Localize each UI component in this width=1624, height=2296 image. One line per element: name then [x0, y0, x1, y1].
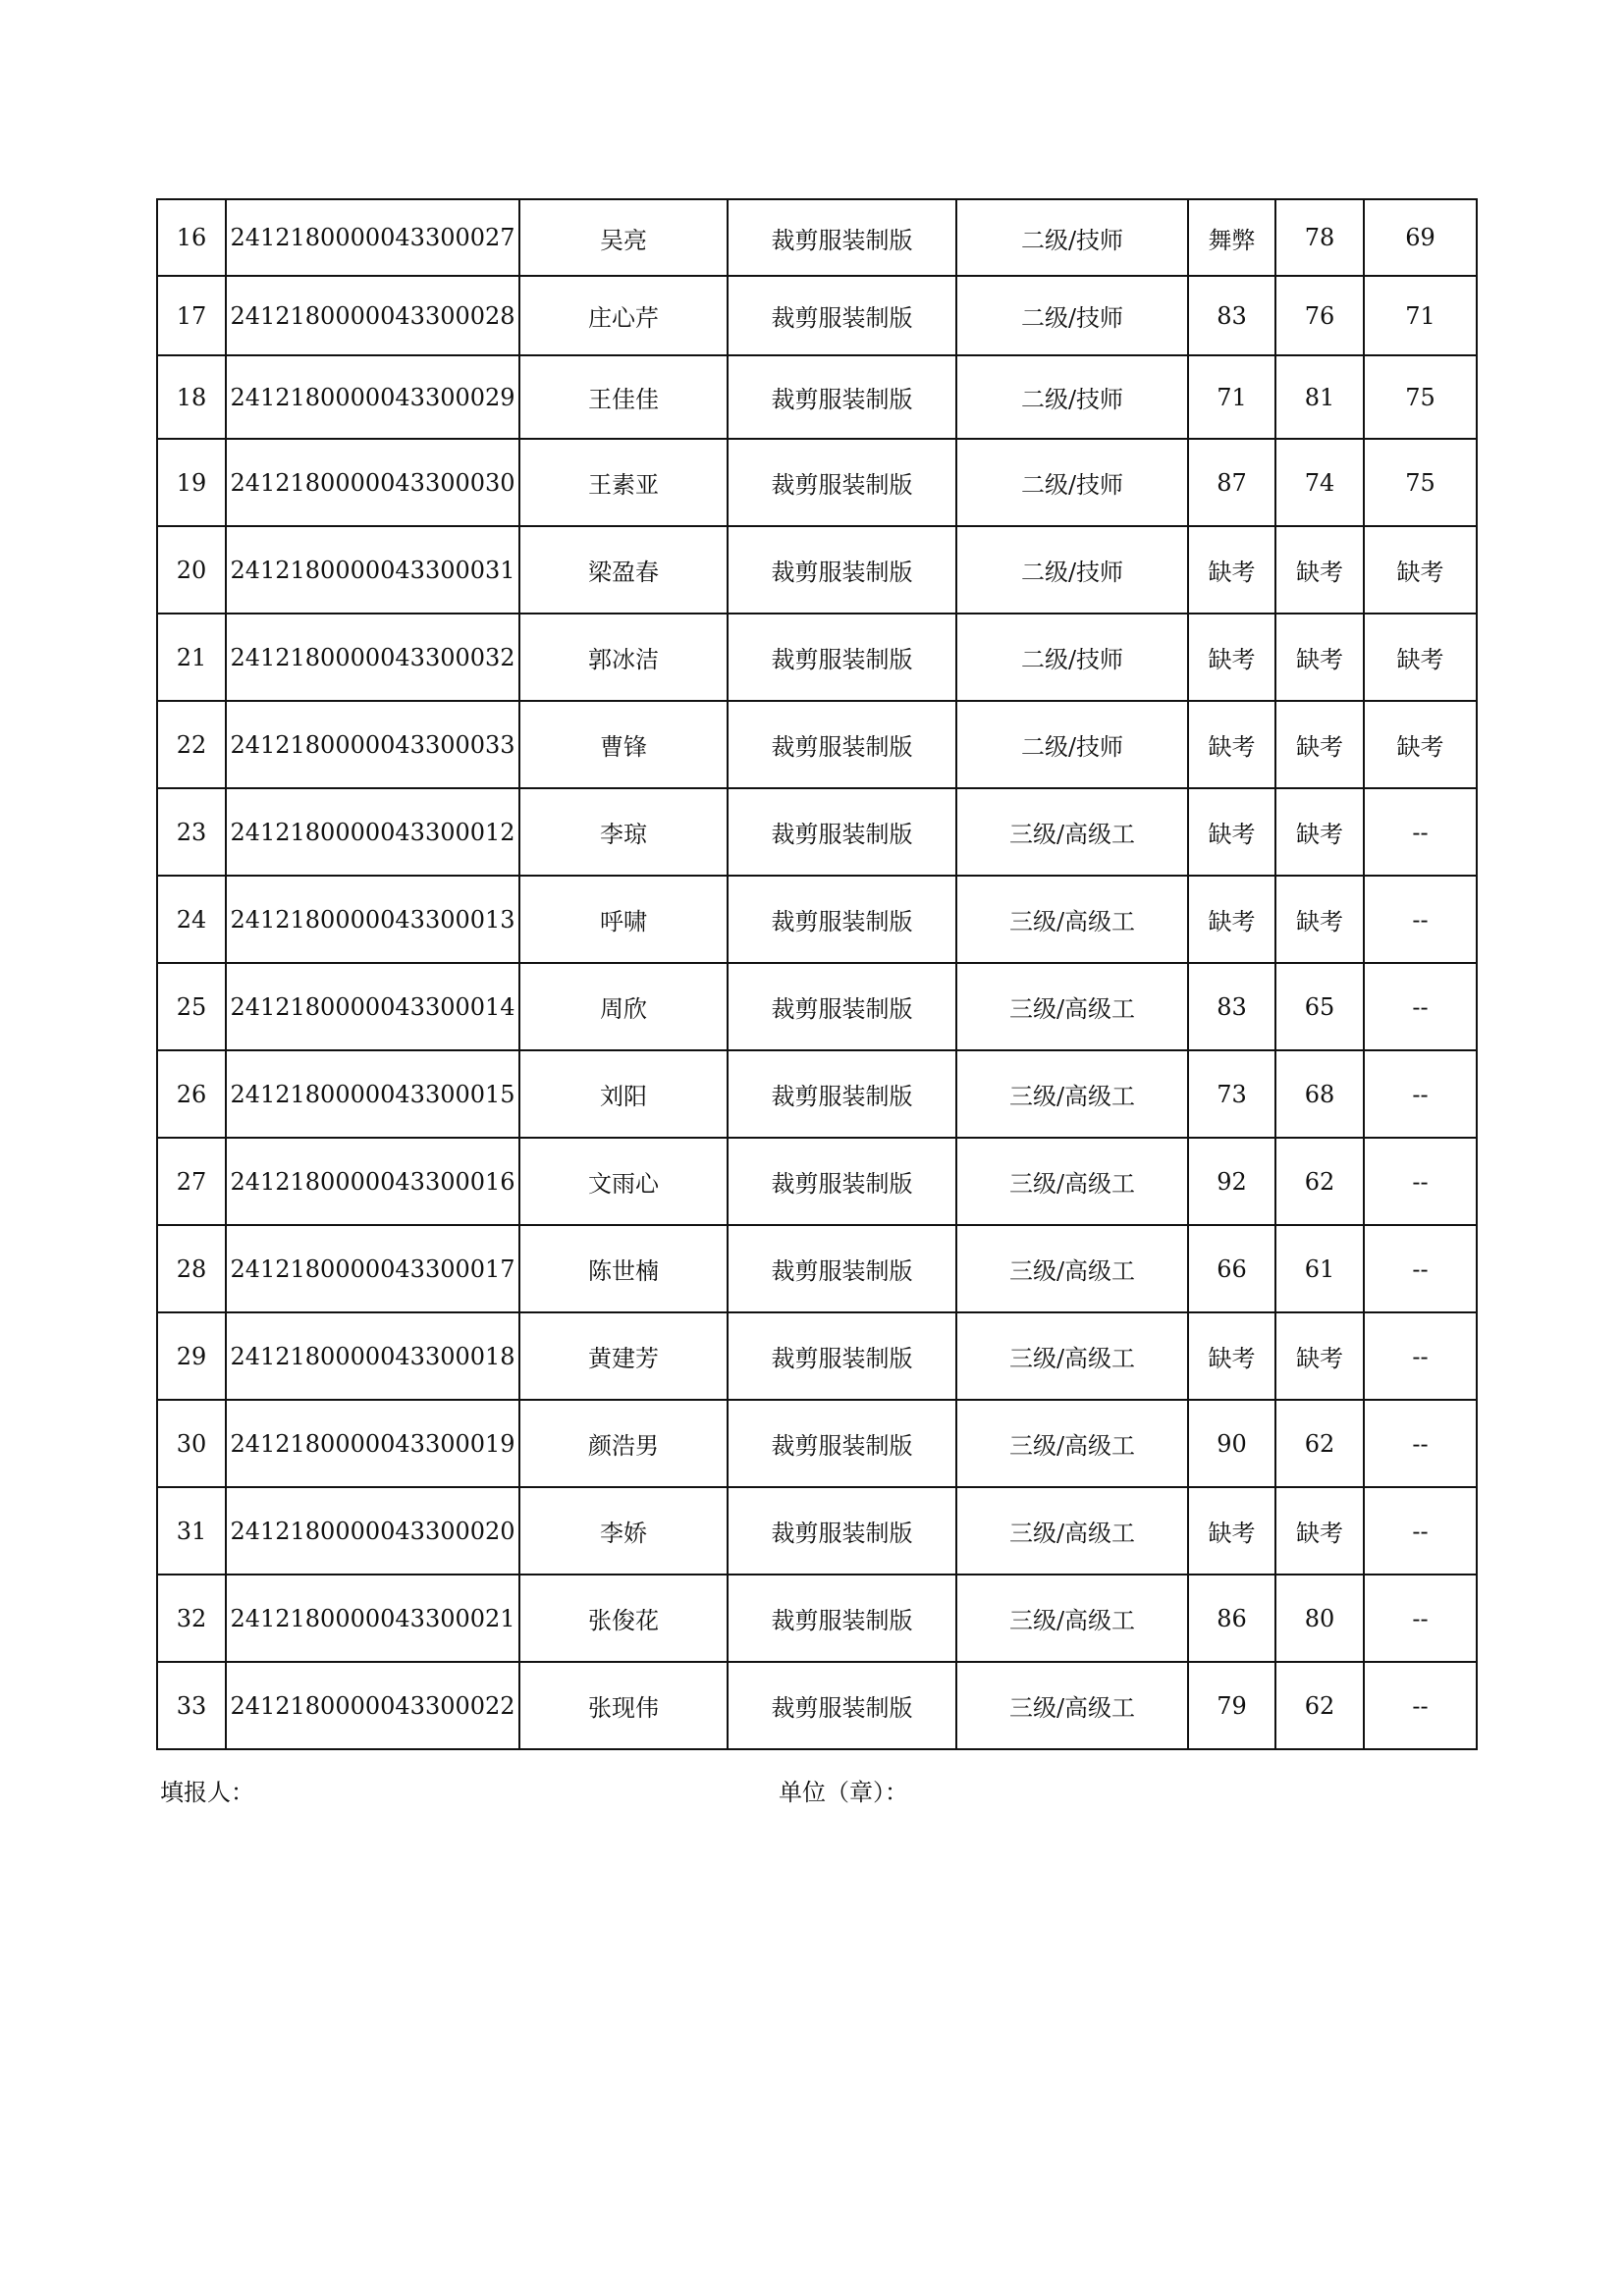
- cell-candidate-name: 吴亮: [519, 199, 728, 276]
- cell-certificate-number: 2412180000043300022: [226, 1662, 519, 1749]
- cell-score-theory: 71: [1188, 355, 1275, 439]
- cell-score-comprehensive: 缺考: [1364, 614, 1477, 701]
- cell-score-comprehensive: 缺考: [1364, 701, 1477, 788]
- cell-occupation: 裁剪服装制版: [728, 788, 956, 876]
- cell-occupation: 裁剪服装制版: [728, 1400, 956, 1487]
- cell-certificate-number: 2412180000043300015: [226, 1050, 519, 1138]
- cell-level: 二级/技师: [956, 355, 1188, 439]
- cell-score-comprehensive: --: [1364, 963, 1477, 1050]
- table-row: [157, 1575, 1477, 1662]
- cell-score-skill: 80: [1275, 1575, 1364, 1662]
- cell-score-comprehensive: --: [1364, 1225, 1477, 1312]
- table-row: [157, 355, 1477, 439]
- cell-certificate-number: 2412180000043300019: [226, 1400, 519, 1487]
- table-row: [157, 1400, 1477, 1487]
- cell-occupation: 裁剪服装制版: [728, 876, 956, 963]
- cell-score-skill: 缺考: [1275, 701, 1364, 788]
- cell-candidate-name: 曹锋: [519, 701, 728, 788]
- cell-score-skill: 缺考: [1275, 526, 1364, 614]
- cell-score-skill: 78: [1275, 199, 1364, 276]
- cell-level: 二级/技师: [956, 199, 1188, 276]
- cell-score-comprehensive: --: [1364, 1575, 1477, 1662]
- cell-occupation: 裁剪服装制版: [728, 276, 956, 355]
- cell-level: 二级/技师: [956, 526, 1188, 614]
- cell-certificate-number: 2412180000043300014: [226, 963, 519, 1050]
- cell-score-skill: 缺考: [1275, 614, 1364, 701]
- cell-occupation: 裁剪服装制版: [728, 1575, 956, 1662]
- cell-occupation: 裁剪服装制版: [728, 963, 956, 1050]
- cell-candidate-name: 李琼: [519, 788, 728, 876]
- cell-score-comprehensive: --: [1364, 1662, 1477, 1749]
- cell-candidate-name: 颜浩男: [519, 1400, 728, 1487]
- cell-score-comprehensive: --: [1364, 1312, 1477, 1400]
- cell-score-theory: 79: [1188, 1662, 1275, 1749]
- cell-occupation: 裁剪服装制版: [728, 1662, 956, 1749]
- cell-score-comprehensive: 缺考: [1364, 526, 1477, 614]
- table-row: [157, 1225, 1477, 1312]
- cell-certificate-number: 2412180000043300021: [226, 1575, 519, 1662]
- cell-level: 三级/高级工: [956, 876, 1188, 963]
- cell-score-comprehensive: --: [1364, 1487, 1477, 1575]
- cell-occupation: 裁剪服装制版: [728, 439, 956, 526]
- cell-score-comprehensive: 75: [1364, 439, 1477, 526]
- cell-occupation: 裁剪服装制版: [728, 614, 956, 701]
- cell-score-theory: 缺考: [1188, 701, 1275, 788]
- cell-row-number: 18: [157, 355, 226, 439]
- cell-score-skill: 74: [1275, 439, 1364, 526]
- cell-level: 三级/高级工: [956, 1662, 1188, 1749]
- table-row: [157, 1312, 1477, 1400]
- cell-score-comprehensive: --: [1364, 1400, 1477, 1487]
- cell-certificate-number: 2412180000043300031: [226, 526, 519, 614]
- cell-candidate-name: 王佳佳: [519, 355, 728, 439]
- cell-occupation: 裁剪服装制版: [728, 1050, 956, 1138]
- cell-occupation: 裁剪服装制版: [728, 701, 956, 788]
- cell-score-theory: 83: [1188, 276, 1275, 355]
- cell-level: 三级/高级工: [956, 1138, 1188, 1225]
- table-row: [157, 614, 1477, 701]
- cell-row-number: 29: [157, 1312, 226, 1400]
- cell-score-skill: 62: [1275, 1400, 1364, 1487]
- cell-occupation: 裁剪服装制版: [728, 355, 956, 439]
- cell-score-theory: 73: [1188, 1050, 1275, 1138]
- cell-score-theory: 83: [1188, 963, 1275, 1050]
- cell-certificate-number: 2412180000043300027: [226, 199, 519, 276]
- cell-score-theory: 66: [1188, 1225, 1275, 1312]
- table-row: [157, 788, 1477, 876]
- cell-certificate-number: 2412180000043300016: [226, 1138, 519, 1225]
- cell-level: 二级/技师: [956, 276, 1188, 355]
- cell-row-number: 26: [157, 1050, 226, 1138]
- table-row: [157, 199, 1477, 276]
- cell-certificate-number: 2412180000043300013: [226, 876, 519, 963]
- cell-score-skill: 缺考: [1275, 876, 1364, 963]
- cell-score-skill: 62: [1275, 1662, 1364, 1749]
- cell-level: 三级/高级工: [956, 1575, 1188, 1662]
- cell-row-number: 22: [157, 701, 226, 788]
- cell-occupation: 裁剪服装制版: [728, 1225, 956, 1312]
- cell-score-skill: 68: [1275, 1050, 1364, 1138]
- cell-candidate-name: 张俊花: [519, 1575, 728, 1662]
- cell-score-theory: 缺考: [1188, 614, 1275, 701]
- cell-row-number: 16: [157, 199, 226, 276]
- cell-certificate-number: 2412180000043300020: [226, 1487, 519, 1575]
- cell-candidate-name: 张现伟: [519, 1662, 728, 1749]
- cell-certificate-number: 2412180000043300017: [226, 1225, 519, 1312]
- cell-candidate-name: 王素亚: [519, 439, 728, 526]
- cell-score-skill: 缺考: [1275, 1312, 1364, 1400]
- table-row: [157, 963, 1477, 1050]
- table-row: [157, 1662, 1477, 1749]
- cell-score-theory: 舞弊: [1188, 199, 1275, 276]
- cell-score-skill: 76: [1275, 276, 1364, 355]
- cell-score-skill: 81: [1275, 355, 1364, 439]
- cell-level: 三级/高级工: [956, 788, 1188, 876]
- cell-score-comprehensive: 75: [1364, 355, 1477, 439]
- cell-certificate-number: 2412180000043300033: [226, 701, 519, 788]
- cell-score-theory: 缺考: [1188, 788, 1275, 876]
- cell-score-comprehensive: 69: [1364, 199, 1477, 276]
- cell-row-number: 27: [157, 1138, 226, 1225]
- cell-occupation: 裁剪服装制版: [728, 1138, 956, 1225]
- cell-score-skill: 62: [1275, 1138, 1364, 1225]
- cell-level: 三级/高级工: [956, 1050, 1188, 1138]
- table-row: [157, 526, 1477, 614]
- cell-candidate-name: 郭冰洁: [519, 614, 728, 701]
- cell-row-number: 25: [157, 963, 226, 1050]
- cell-row-number: 28: [157, 1225, 226, 1312]
- cell-row-number: 20: [157, 526, 226, 614]
- cell-row-number: 19: [157, 439, 226, 526]
- cell-row-number: 33: [157, 1662, 226, 1749]
- cell-candidate-name: 呼啸: [519, 876, 728, 963]
- cell-level: 二级/技师: [956, 701, 1188, 788]
- cell-score-skill: 缺考: [1275, 788, 1364, 876]
- cell-score-comprehensive: --: [1364, 876, 1477, 963]
- cell-certificate-number: 2412180000043300032: [226, 614, 519, 701]
- table-row: [157, 876, 1477, 963]
- cell-candidate-name: 梁盈春: [519, 526, 728, 614]
- cell-score-comprehensive: --: [1364, 788, 1477, 876]
- cell-row-number: 23: [157, 788, 226, 876]
- cell-level: 三级/高级工: [956, 1487, 1188, 1575]
- cell-candidate-name: 黄建芳: [519, 1312, 728, 1400]
- cell-level: 二级/技师: [956, 439, 1188, 526]
- table-row: [157, 1138, 1477, 1225]
- cell-certificate-number: 2412180000043300030: [226, 439, 519, 526]
- cell-candidate-name: 陈世楠: [519, 1225, 728, 1312]
- cell-score-theory: 87: [1188, 439, 1275, 526]
- cell-row-number: 24: [157, 876, 226, 963]
- table-row: [157, 701, 1477, 788]
- unit-seal-label: 单位（章）：: [779, 1779, 908, 1806]
- cell-row-number: 32: [157, 1575, 226, 1662]
- cell-row-number: 21: [157, 614, 226, 701]
- table-row: [157, 276, 1477, 355]
- cell-level: 三级/高级工: [956, 1312, 1188, 1400]
- cell-candidate-name: 李娇: [519, 1487, 728, 1575]
- cell-candidate-name: 刘阳: [519, 1050, 728, 1138]
- cell-occupation: 裁剪服装制版: [728, 1487, 956, 1575]
- table-body: [157, 199, 1477, 1749]
- cell-certificate-number: 2412180000043300028: [226, 276, 519, 355]
- cell-score-theory: 缺考: [1188, 876, 1275, 963]
- cell-level: 三级/高级工: [956, 963, 1188, 1050]
- cell-score-comprehensive: --: [1364, 1138, 1477, 1225]
- cell-score-comprehensive: 71: [1364, 276, 1477, 355]
- cell-score-theory: 缺考: [1188, 1487, 1275, 1575]
- score-table: [156, 198, 1478, 1750]
- filler-label: 填报人：: [160, 1779, 254, 1806]
- table-row: [157, 439, 1477, 526]
- cell-candidate-name: 周欣: [519, 963, 728, 1050]
- cell-score-theory: 缺考: [1188, 526, 1275, 614]
- cell-candidate-name: 文雨心: [519, 1138, 728, 1225]
- cell-occupation: 裁剪服装制版: [728, 199, 956, 276]
- cell-level: 三级/高级工: [956, 1400, 1188, 1487]
- table-row: [157, 1487, 1477, 1575]
- cell-score-comprehensive: --: [1364, 1050, 1477, 1138]
- cell-score-theory: 90: [1188, 1400, 1275, 1487]
- cell-score-skill: 缺考: [1275, 1487, 1364, 1575]
- cell-occupation: 裁剪服装制版: [728, 526, 956, 614]
- cell-score-theory: 92: [1188, 1138, 1275, 1225]
- cell-row-number: 17: [157, 276, 226, 355]
- cell-occupation: 裁剪服装制版: [728, 1312, 956, 1400]
- cell-score-skill: 61: [1275, 1225, 1364, 1312]
- cell-score-theory: 86: [1188, 1575, 1275, 1662]
- cell-row-number: 31: [157, 1487, 226, 1575]
- cell-row-number: 30: [157, 1400, 226, 1487]
- cell-certificate-number: 2412180000043300029: [226, 355, 519, 439]
- cell-candidate-name: 庄心芹: [519, 276, 728, 355]
- cell-level: 二级/技师: [956, 614, 1188, 701]
- cell-certificate-number: 2412180000043300018: [226, 1312, 519, 1400]
- cell-score-theory: 缺考: [1188, 1312, 1275, 1400]
- cell-level: 三级/高级工: [956, 1225, 1188, 1312]
- table-row: [157, 1050, 1477, 1138]
- cell-certificate-number: 2412180000043300012: [226, 788, 519, 876]
- cell-score-skill: 65: [1275, 963, 1364, 1050]
